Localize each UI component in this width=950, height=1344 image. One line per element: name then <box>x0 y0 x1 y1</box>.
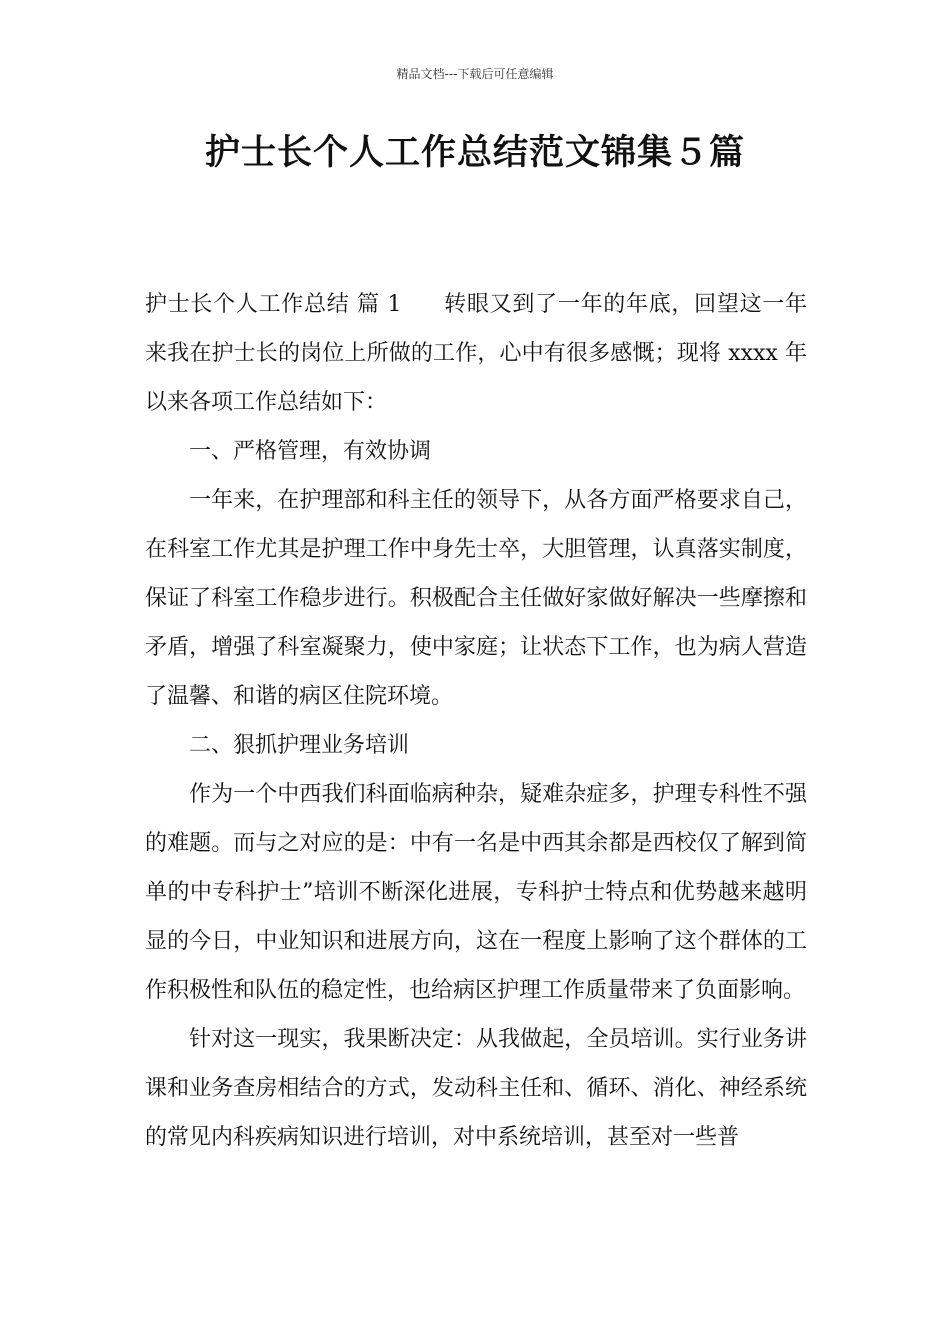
paragraph-1: 一年来，在护理部和科主任的领导下，从各方面严格要求自己，在科室工作尤其是护理工作中身先士卒，大胆管理，认真落实制度，保证了科室工作稳步进行。积极配合主任做好家做好解决一些摩擦和矛盾，增强了科室凝聚力，使中家庭；让状态下工作，也为病人营造了温馨、和谐的病区住院环境。 <box>145 488 807 709</box>
section-heading-2: 二、狠抓护理业务培训 <box>189 733 410 758</box>
header-watermark: 精品文档---下载后可任意编辑 <box>396 67 554 81</box>
section-label: 护士长个人工作总结 篇 1 <box>145 292 402 317</box>
paragraph-3: 针对这一现实，我果断决定：从我做起，全员培训。实行业务讲课和业务查房相结合的方式，发动科主任和、循环、消化、神经系统的常见内科疾病知识进行培训，对中系统培训，甚至对一些普 <box>145 1027 807 1150</box>
document-title: 护士长个人工作总结范文锦集５篇 <box>204 133 745 173</box>
section-heading-1: 一、严格管理，有效协调 <box>189 439 432 464</box>
intro-text: 转眼又到了一年的年底，回望这一年来我在护士长的岗位上所做的工作，心中有很多感慨；现将 xxxx 年以来各项工作总结如下： <box>145 292 807 415</box>
document-body <box>145 280 807 1162</box>
intro-paragraph <box>145 280 807 427</box>
paragraph-2: 作为一个中西我们科面临病种杂，疑难杂症多，护理专科性不强的难题。而与之对应的是：中有一名是中西其余都是西校仅了解到简单的中专科护士”培训不断深化进展，专科护士特点和优势越来越明显的今日，中业知识和进展方向，这在一程度上影响了这个群体的工作积极性和队伍的稳定性，也给病区护理工作质量带来了负面影响。 <box>145 782 807 1003</box>
